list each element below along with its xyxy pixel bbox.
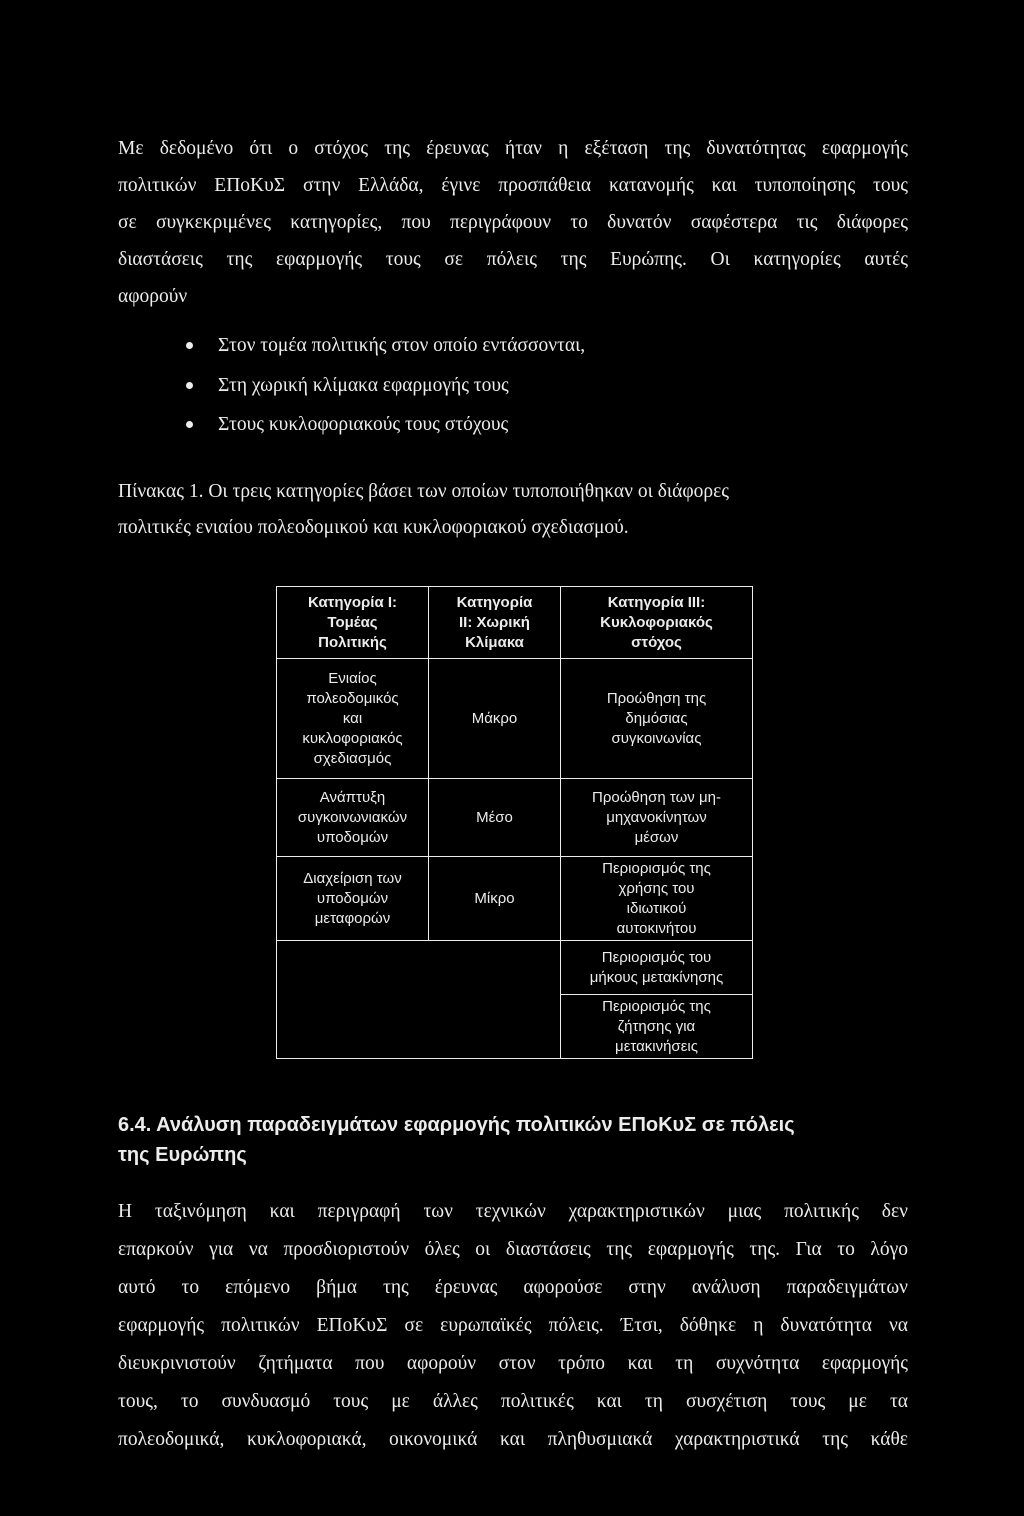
cell-line: Κατηγορία <box>456 593 533 611</box>
table-row <box>277 659 753 779</box>
bullet-icon <box>186 342 193 349</box>
list-item <box>118 405 908 445</box>
table-cell <box>429 857 561 941</box>
list-item-text: Στη χωρική κλίμακα εφαρμογής τους <box>218 374 509 396</box>
heading-line: της Ευρώπης <box>118 1144 247 1166</box>
cell-line: Πολιτικής <box>318 633 387 651</box>
paragraph-line: τους, το συνδυασμό τους με άλλες πολιτικές και τη συσχέτιση τους με τα <box>118 1391 908 1412</box>
table-cell <box>561 659 753 779</box>
table-row <box>277 941 753 995</box>
table-cell <box>561 857 753 941</box>
table-cell <box>429 659 561 779</box>
cell-line: χρήσης του <box>618 879 695 897</box>
cell-line: Διαχείριση των <box>303 869 402 887</box>
paragraph-line: πολεοδομικά, κυκλοφοριακά, οικονομικά και πληθυσμιακά χαρακτηριστικά της κάθε <box>118 1429 908 1450</box>
cell-line: δημόσιας <box>625 709 688 727</box>
list-item <box>118 326 908 366</box>
cell-line: μεταφορών <box>314 909 391 927</box>
list-item-text: Στους κυκλοφοριακούς τους στόχους <box>218 414 509 435</box>
cell-line: μηχανοκίνητων <box>606 808 707 826</box>
cell-line: Μάκρο <box>471 709 518 727</box>
empty-cell <box>277 941 561 1059</box>
section-heading <box>118 1110 908 1170</box>
caption-line: πολιτικές ενιαίου πολεοδομικού και κυκλοφοριακού σχεδιασμού. <box>118 517 629 538</box>
paragraph-line: σε συγκεκριμένες κατηγορίες, που περιγράφουν το δυνατόν σαφέστερα τις διάφορες <box>118 212 908 233</box>
table-cell <box>277 779 429 857</box>
paragraph-line: αυτό το επόμενο βήμα της έρευνας αφορούσε στην ανάλυση παραδειγμάτων <box>118 1277 908 1298</box>
cell-line: πολεοδομικός <box>306 689 399 707</box>
cell-line: Προώθηση των μη- <box>592 788 721 806</box>
cell-line: Περιορισμός της <box>602 859 711 877</box>
cell-line: Περιορισμός της <box>602 997 711 1015</box>
cell-line: Προώθηση της <box>606 689 707 707</box>
cell-line: μετακινήσεις <box>615 1037 698 1055</box>
table-header-row <box>277 587 753 659</box>
categories-table <box>276 586 753 1059</box>
paragraph-line: Η ταξινόμηση και περιγραφή των τεχνικών χαρακτηριστικών μιας πολιτικής δεν <box>118 1201 908 1222</box>
cell-line: Ενιαίος <box>328 669 377 687</box>
paragraph-line: διαστάσεις της εφαρμογής τους σε πόλεις της Ευρώπης. Οι κατηγορίες αυτές <box>118 249 908 270</box>
paragraph-line: επαρκούν για να προσδιοριστούν όλες οι διαστάσεις της εφαρμογής της. Για το λόγο <box>118 1239 908 1260</box>
cell-line: Κλίμακα <box>465 633 524 651</box>
cell-line: στόχος <box>631 633 682 651</box>
paragraph-line: Με δεδομένο ότι ο στόχος της έρευνας ήταν η εξέταση της δυνατότητας εφαρμογής <box>118 138 908 159</box>
cell-line: Ανάπτυξη <box>319 788 386 806</box>
cell-line: σχεδιασμός <box>313 749 392 767</box>
caption-line: Πίνακας 1. Οι τρεις κατηγορίες βάσει των οποίων τυποποιήθηκαν οι διάφορες <box>118 481 730 502</box>
table-cell <box>277 857 429 941</box>
cell-line: συγκοινωνιακών <box>297 808 408 826</box>
cell-line: Μίκρο <box>474 889 515 907</box>
cell-line: Κατηγορία III: <box>607 593 706 611</box>
table-row <box>277 779 753 857</box>
cell-line: Τομέας <box>327 613 378 631</box>
header-cell-category-3 <box>561 587 753 659</box>
cell-line: υποδομών <box>316 889 389 907</box>
cell-line: ζήτησης για <box>617 1017 696 1035</box>
cell-line: αυτοκινήτου <box>616 919 697 937</box>
bullet-icon <box>186 382 193 389</box>
cell-line: κυκλοφοριακός <box>302 729 403 747</box>
paragraph-line: πολιτικών ΕΠοΚυΣ στην Ελλάδα, έγινε προσπάθεια κατανομής και τυποποίησης τους <box>118 175 908 196</box>
paragraph-line: αφορούν <box>118 286 188 307</box>
body-paragraph <box>118 1193 908 1459</box>
cell-line: μέσων <box>634 828 679 846</box>
cell-line: ιδιωτικού <box>626 899 687 917</box>
bullet-list <box>118 326 908 445</box>
paragraph-line: διευκρινιστούν ζητήματα που αφορούν στον τρόπο και τη συχνότητα εφαρμογής <box>118 1353 908 1374</box>
cell-line: Κατηγορία I: <box>307 593 398 611</box>
table-cell <box>561 779 753 857</box>
list-item <box>118 366 908 406</box>
cell-line: και <box>342 709 363 727</box>
intro-paragraph <box>118 130 908 315</box>
cell-line: υποδομών <box>316 828 389 846</box>
header-cell-category-1 <box>277 587 429 659</box>
table-cell <box>277 659 429 779</box>
table-caption <box>118 474 908 546</box>
table-cell <box>429 779 561 857</box>
cell-line: Περιορισμός του <box>601 948 712 966</box>
table-cell <box>561 941 753 995</box>
header-cell-category-2 <box>429 587 561 659</box>
list-item-text: Στον τομέα πολιτικής στον οποίο εντάσσονται, <box>218 335 586 356</box>
cell-line: Κυκλοφοριακός <box>600 613 713 631</box>
cell-line: συγκοινωνίας <box>611 729 702 747</box>
bullet-icon <box>186 421 193 428</box>
table-cell <box>561 995 753 1059</box>
cell-line: Μέσο <box>476 808 513 826</box>
table-row <box>277 857 753 941</box>
paragraph-line: εφαρμογής πολιτικών ΕΠοΚυΣ σε ευρωπαϊκές πόλεις. Έτσι, δόθηκε η δυνατότητα να <box>118 1315 908 1336</box>
cell-line: μήκους μετακίνησης <box>589 968 724 986</box>
cell-line: II: Χωρική <box>459 613 530 631</box>
heading-line: 6.4. Ανάλυση παραδειγμάτων εφαρμογής πολιτικών ΕΠοΚυΣ σε πόλεις <box>118 1114 795 1136</box>
